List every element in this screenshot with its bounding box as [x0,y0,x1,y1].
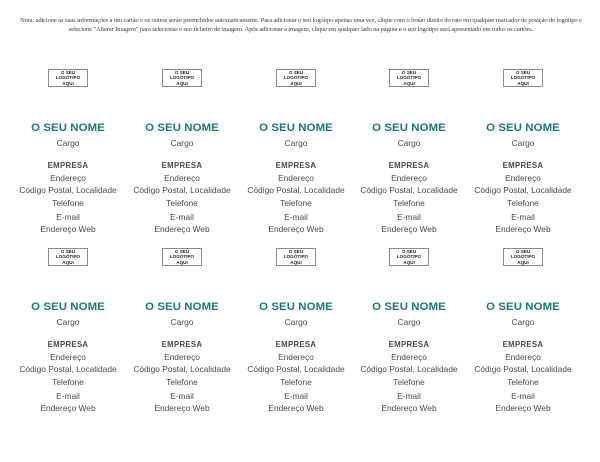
card-phone[interactable]: Telefone [166,377,198,387]
card-web[interactable]: Endereço Web [154,403,210,413]
card-title[interactable]: Cargo [284,317,308,327]
card-web[interactable]: Endereço Web [40,224,96,234]
card-email[interactable]: E-mail [56,391,80,401]
card-company[interactable]: EMPRESA [161,340,203,349]
logo-placeholder[interactable] [48,69,88,87]
card-email[interactable]: E-mail [170,212,194,222]
card-company[interactable]: EMPRESA [47,161,89,170]
logo-text: AQUI [62,259,74,265]
card-email[interactable]: E-mail [284,391,308,401]
card-name[interactable]: O SEU NOME [259,122,333,134]
card-phone[interactable]: Telefone [393,198,425,208]
card-title[interactable]: Cargo [397,138,421,148]
logo-text: O SEU LOGÓTIPO [55,70,81,81]
logo-text: O SEU LOGÓTIPO [283,249,309,260]
logo-text: AQUI [176,259,188,265]
card-address[interactable]: Endereço [505,352,541,362]
card-title[interactable]: Cargo [56,317,80,327]
card-address[interactable]: Endereço [278,173,314,183]
logo-text: O SEU LOGÓTIPO [169,70,195,81]
card-phone[interactable]: Telefone [166,198,198,208]
card-address[interactable]: Endereço [391,352,427,362]
logo-text: AQUI [517,80,529,86]
card-company[interactable]: EMPRESA [275,161,317,170]
card-postal[interactable]: Código Postal, Localidade [247,185,345,195]
card-web[interactable]: Endereço Web [268,224,324,234]
card-address[interactable]: Endereço [505,173,541,183]
logo-text: O SEU LOGÓTIPO [283,70,309,81]
card-name[interactable]: O SEU NOME [372,301,446,313]
card-email[interactable]: E-mail [170,391,194,401]
card-email[interactable]: E-mail [56,212,80,222]
logo-placeholder[interactable] [162,69,202,87]
card-postal[interactable]: Código Postal, Localidade [19,364,117,374]
card-title[interactable]: Cargo [170,138,194,148]
card-postal[interactable]: Código Postal, Localidade [474,185,572,195]
card-name[interactable]: O SEU NOME [31,301,105,313]
card-phone[interactable]: Telefone [393,377,425,387]
card-title[interactable]: Cargo [284,138,308,148]
card-phone[interactable]: Telefone [52,377,84,387]
logo-text: O SEU LOGÓTIPO [396,249,422,260]
card-name[interactable]: O SEU NOME [486,301,560,313]
logo-text: AQUI [62,80,74,86]
card-title[interactable]: Cargo [397,317,421,327]
card-phone[interactable]: Telefone [280,198,312,208]
card-web[interactable]: Endereço Web [495,403,551,413]
card-phone[interactable]: Telefone [52,198,84,208]
card-company[interactable]: EMPRESA [47,340,89,349]
card-company[interactable]: EMPRESA [502,340,544,349]
card-email[interactable]: E-mail [397,212,421,222]
card-address[interactable]: Endereço [164,173,200,183]
card-postal[interactable]: Código Postal, Localidade [247,364,345,374]
card-web[interactable]: Endereço Web [381,224,437,234]
logo-text: O SEU LOGÓTIPO [396,70,422,81]
card-company[interactable]: EMPRESA [388,161,430,170]
logo-text: AQUI [290,80,302,86]
logo-text: O SEU LOGÓTIPO [55,249,81,260]
card-postal[interactable]: Código Postal, Localidade [360,185,458,195]
card-phone[interactable]: Telefone [280,377,312,387]
logo-text: AQUI [403,259,415,265]
logo-placeholder[interactable] [503,69,543,87]
card-address[interactable]: Endereço [278,352,314,362]
card-name[interactable]: O SEU NOME [145,122,219,134]
card-company[interactable]: EMPRESA [275,340,317,349]
card-web[interactable]: Endereço Web [381,403,437,413]
logo-text: AQUI [176,80,188,86]
logo-placeholder[interactable] [276,69,316,87]
logo-text: AQUI [290,259,302,265]
card-address[interactable]: Endereço [164,352,200,362]
card-title[interactable]: Cargo [56,138,80,148]
card-name[interactable]: O SEU NOME [486,122,560,134]
card-title[interactable]: Cargo [511,317,535,327]
card-name[interactable]: O SEU NOME [145,301,219,313]
logo-placeholder[interactable] [276,248,316,266]
card-email[interactable]: E-mail [511,212,535,222]
logo-placeholder[interactable] [503,248,543,266]
card-email[interactable]: E-mail [397,391,421,401]
card-web[interactable]: Endereço Web [268,403,324,413]
card-address[interactable]: Endereço [50,352,86,362]
card-web[interactable]: Endereço Web [154,224,210,234]
card-postal[interactable]: Código Postal, Localidade [360,364,458,374]
logo-placeholder[interactable] [389,248,429,266]
logo-text: O SEU LOGÓTIPO [510,249,536,260]
card-email[interactable]: E-mail [511,391,535,401]
card-address[interactable]: Endereço [391,173,427,183]
card-postal[interactable]: Código Postal, Localidade [19,185,117,195]
card-web[interactable]: Endereço Web [495,224,551,234]
card-web[interactable]: Endereço Web [40,403,96,413]
card-postal[interactable]: Código Postal, Localidade [133,185,231,195]
logo-text: O SEU LOGÓTIPO [169,249,195,260]
card-phone[interactable]: Telefone [507,377,539,387]
logo-placeholder[interactable] [389,69,429,87]
logo-placeholder[interactable] [48,248,88,266]
card-title[interactable]: Cargo [170,317,194,327]
logo-text: O SEU LOGÓTIPO [510,70,536,81]
instructions-note: Nota: adicione as suas informações a um cartão e os outros serão preenchidos automaticamente. Para adicionar o seu logótipo apenas uma vez, clique com o botão direito do rato em qualquer marcador de posição do logótipo e selecione "Alterar Imagem" para selecionar o seu ficheiro de imagem. Após adicionar a imagem, clique em qualquer lado na página e o seu logótipo será apresentado em todos os cartões. [20,17,582,33]
card-postal[interactable]: Código Postal, Localidade [474,364,572,374]
card-address[interactable]: Endereço [50,173,86,183]
card-name[interactable]: O SEU NOME [31,122,105,134]
card-company[interactable]: EMPRESA [161,161,203,170]
card-company[interactable]: EMPRESA [388,340,430,349]
card-name[interactable]: O SEU NOME [372,122,446,134]
card-name[interactable]: O SEU NOME [259,301,333,313]
card-phone[interactable]: Telefone [507,198,539,208]
card-company[interactable]: EMPRESA [502,161,544,170]
logo-placeholder[interactable] [162,248,202,266]
card-postal[interactable]: Código Postal, Localidade [133,364,231,374]
card-title[interactable]: Cargo [511,138,535,148]
card-email[interactable]: E-mail [284,212,308,222]
logo-text: AQUI [517,259,529,265]
logo-text: AQUI [403,80,415,86]
